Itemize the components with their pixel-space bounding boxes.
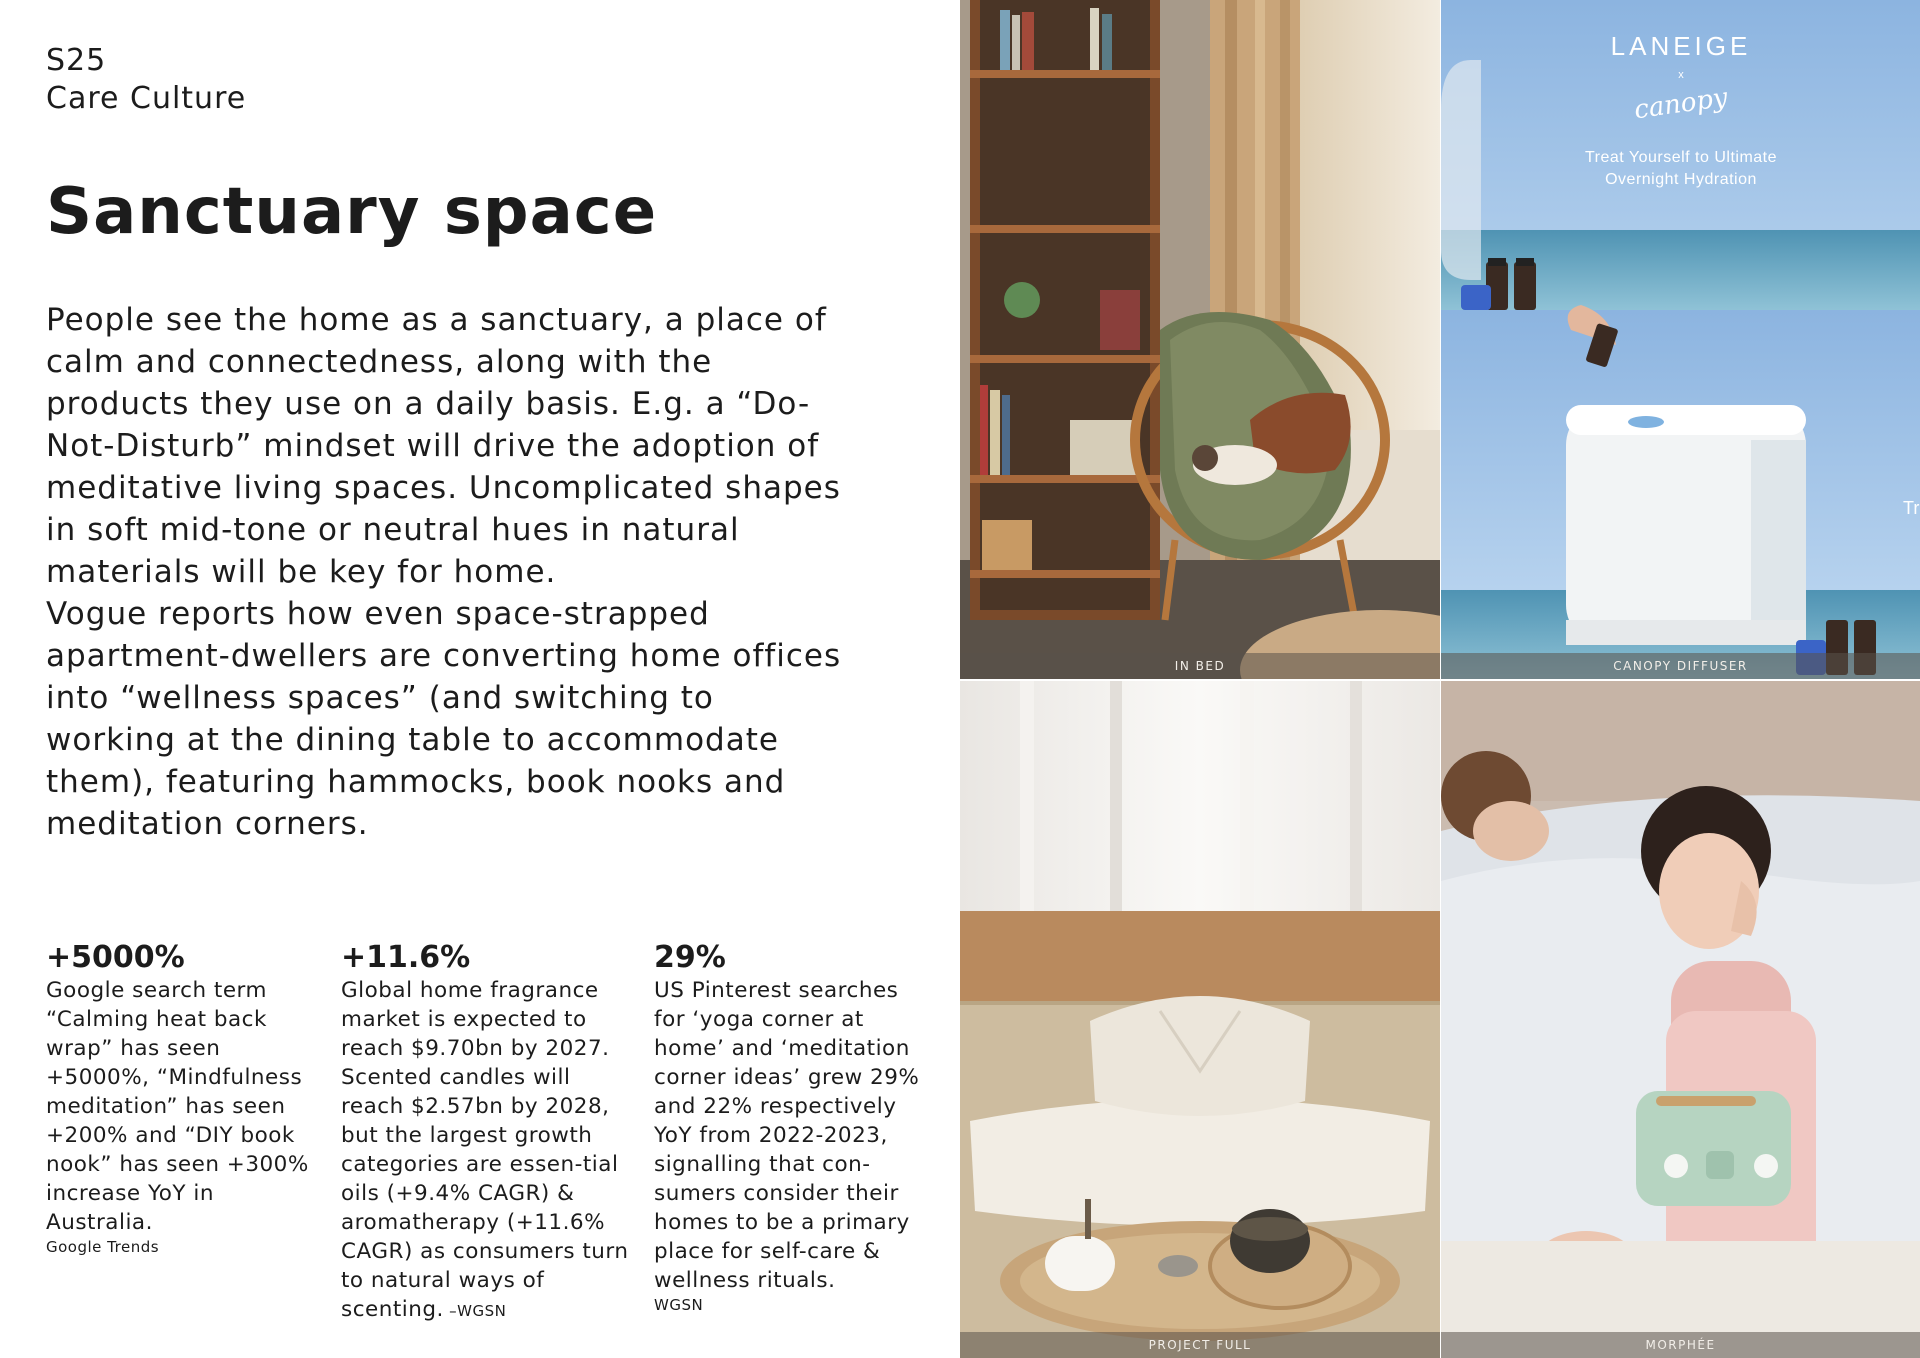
brand-laneige: LANEIGE [1610,31,1752,61]
photo-caption: CANOPY DIFFUSER [1441,653,1920,679]
photo-in-bed [960,0,1440,679]
section-name: Care Culture [46,81,247,116]
stat-value: +5000% [46,940,185,975]
photo-caption: MORPHÉE [1441,1332,1920,1358]
stat-fragrance-market [341,940,631,1324]
stat-source: Google Trends [46,1238,160,1256]
stat-description: Google search term “Calming heat back wrap” has seen +5000%, “Mindfulness meditation” has seen +200% and “DIY book nook” has seen +300% increase YoY in Australia. [46,978,309,1235]
stat-search-growth [46,940,316,1257]
reading-nook-illustration [960,0,1440,679]
body-paragraph-1: People see the home as a sanctuary, a place of calm and connectedness, along with the products they use on a daily basis. E.g. a “Do-Not-Disturb” mindset will drive the adoption of meditative living spaces. Uncomplicated shapes in soft mid-tone or neutral hues in natural materials will be key for home. [46,302,841,590]
photo-caption: PROJECT FULL [960,1332,1440,1358]
photo-project-full [960,681,1440,1358]
children-bed-illustration [1441,681,1920,1358]
body-text [46,299,846,845]
brand-x: x [1678,69,1684,81]
stat-value: +11.6% [341,940,471,975]
stat-description: US Pinterest searches for ‘yoga corner at home’ and ‘meditation corner ideas’ grew 29% and 22% respectively YoY from 2022-2023, signalling that con-sumers consider their homes to be a primary place for self-care & wellness rituals. [654,978,920,1293]
stat-value: 29% [654,940,726,975]
tagline-line-2: Overnight Hydration [1605,171,1757,188]
photo-morphee [1441,681,1920,1358]
meditation-corner-illustration [960,681,1440,1358]
photo-grid [960,0,1920,1358]
stat-source: WGSN [654,1296,704,1314]
photo-caption: IN BED [960,653,1440,679]
body-paragraph-2: Vogue reports how even space-strapped apartment-dwellers are converting home offices into “wellness spaces” (and switching to working at the dining table to accommodate them), featuring hammocks, book nooks and meditation corners. [46,596,842,842]
canopy-ad-illustration [1441,0,1920,679]
stat-source: –WGSN [443,1302,507,1320]
stat-description [341,976,631,1324]
stat-pinterest-searches [654,940,934,1315]
page-title: Sanctuary space [46,175,658,249]
tagline-line-1: Treat Yourself to Ultimate [1584,149,1778,166]
section-code: S25 [46,43,107,78]
brand-canopy: canopy [1632,82,1730,126]
photo-canopy-diffuser [1441,0,1920,679]
stat-description-text: Global home fragrance market is expected to reach $9.70bn by 2027. Scented candles will reach $2.57bn by 2028, but the largest growth categories are essen-tial oils (+9.4% CAGR) & aromatherapy (+11.6% CAGR) as consumers turn to natural ways of scenting. [341,978,629,1322]
cropped-edge-text: Tr [1903,498,1920,518]
